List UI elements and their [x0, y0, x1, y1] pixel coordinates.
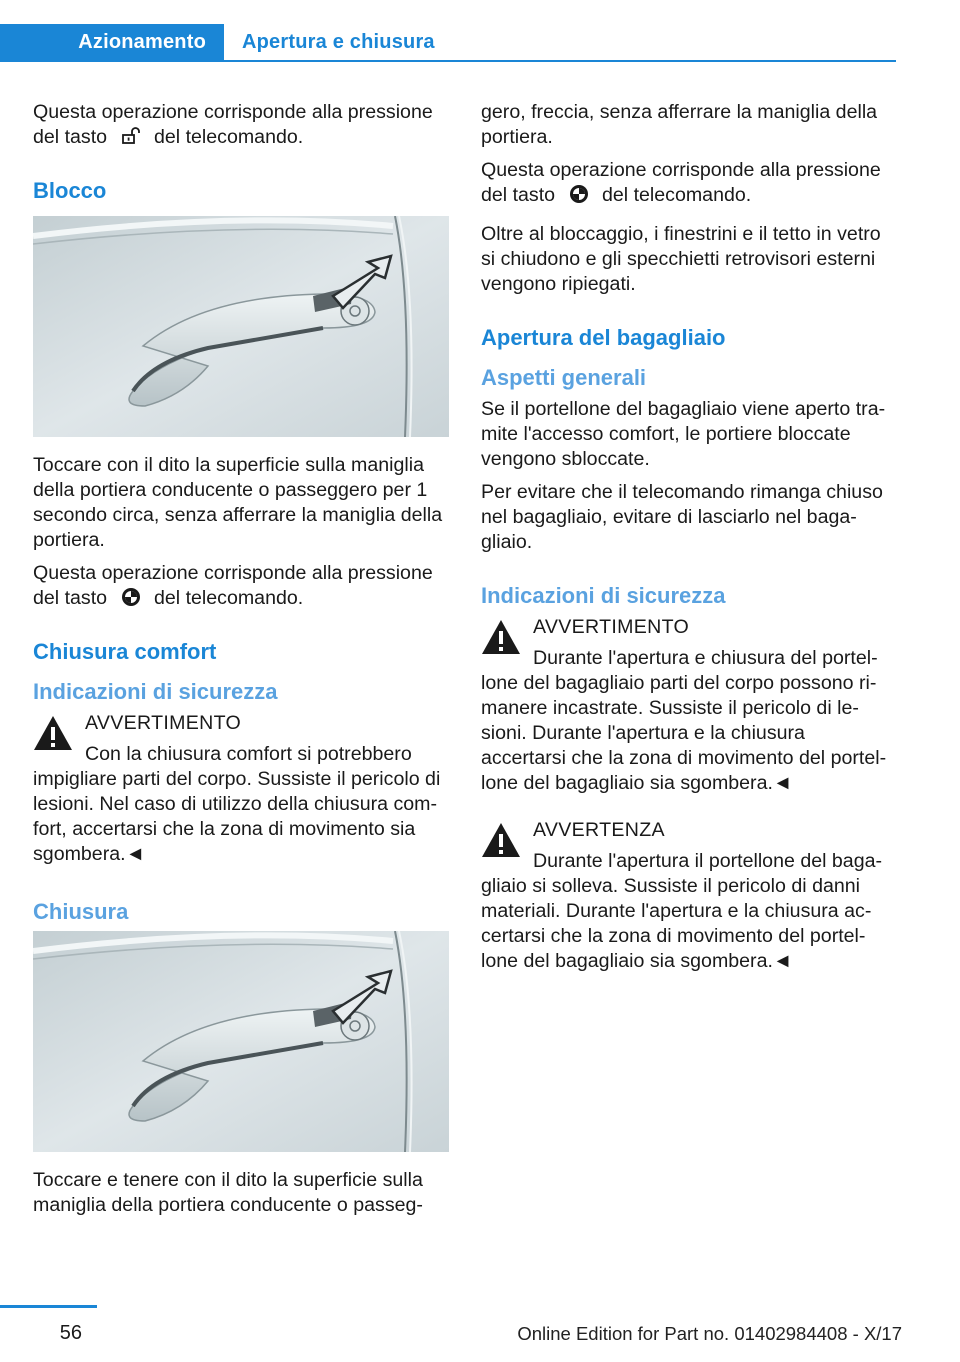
door-handle-photo-lock — [33, 216, 449, 437]
edition-note: Online Edition for Part no. 01402984408 - X/17 — [517, 1323, 902, 1344]
right-column — [481, 100, 893, 986]
paragraph-trunk-comfort: Se il portellone del bagagliaio viene aperto tramite l'accesso comfort, le portiere bloccate vengono sbloccate. — [481, 398, 886, 470]
header-rule — [0, 60, 896, 62]
paragraph-bmw-key-close — [481, 158, 893, 208]
paragraph-close-instructions: Toccare e tenere con il dito la superficie sulla maniglia della portiera conducente o passeg- — [33, 1169, 423, 1216]
paragraph-bmw-key — [33, 561, 449, 611]
heading-aspetti-generali: Aspetti generali — [481, 365, 647, 390]
warning-title: AVVERTENZA — [533, 819, 665, 841]
paragraph-lock-instructions: Toccare con il dito la superficie sulla maniglia della portiera conducente o passeggero per 1 secondo circa, senza afferrare la maniglia della portiera. — [33, 454, 443, 551]
warning-block-1 — [481, 615, 893, 796]
left-column — [33, 100, 449, 1226]
heading-chiusura-comfort: Chiusura comfort — [33, 639, 217, 664]
heading-chiusura: Chiusura — [33, 899, 129, 924]
warning-title: AVVERTIMENTO — [533, 616, 690, 638]
paragraph-trunk-key: Per evitare che il telecomando rimanga chiuso nel bagagliaio, evitare di lasciarlo nel bagagliaio. — [481, 481, 883, 553]
heading-apertura-bagagliaio: Apertura del bagagliaio — [481, 325, 726, 350]
paragraph-close-continued: gero, freccia, senza afferrare la maniglia della portiera. — [481, 101, 878, 148]
heading-indicazioni-sicurezza-2: Indicazioni di sicurezza — [481, 583, 726, 608]
page-number: 56 — [59, 1322, 82, 1344]
bmw-logo-icon — [121, 587, 141, 607]
warning-title: AVVERTIMENTO — [85, 712, 242, 734]
warning-triangle-icon — [481, 619, 521, 655]
heading-blocco: Blocco — [33, 178, 107, 203]
text-fragment: Questa operazione corrisponde alla pressione del tasto — [481, 159, 881, 206]
text-fragment: del telecomando. — [153, 587, 304, 609]
warning-block — [33, 711, 449, 867]
warning-body: Durante l'apertura e chiusura del portellone del bagagliaio parti del corpo possono rimanere incastrate. Sussiste il pericolo di lesioni. Durante l'apertura e la chiusura accertarsi che la zona di movimento del portellone del bagagliaio sia sgombera.◄ — [481, 647, 887, 794]
text-fragment: Questa operazione corrisponde alla pressione del tasto — [33, 101, 433, 148]
paragraph-unlock-key — [33, 100, 449, 150]
warning-triangle-icon — [481, 822, 521, 858]
warning-triangle-icon — [33, 715, 73, 751]
text-fragment: Questa operazione corrisponde alla pressione del tasto — [33, 562, 433, 609]
warning-body: Durante l'apertura il portellone del bagagliaio si solleva. Sussiste il pericolo di danni materiali. Durante l'apertura e la chiusura accertarsi che la zona di movimento del portellone del bagagliaio sia sgombera.◄ — [481, 850, 883, 972]
warning-body: Con la chiusura comfort si potrebbero impigliare parti del corpo. Sussiste il pericolo di lesioni. Nel caso di utilizzo della chiusura comfort, accertarsi che la zona di movimento sia sgombera.◄ — [33, 743, 441, 865]
tab-azionamento[interactable]: Azionamento — [0, 24, 224, 60]
heading-indicazioni-sicurezza: Indicazioni di sicurezza — [33, 679, 278, 704]
unlock-icon — [121, 126, 141, 146]
paragraph-windows-close: Oltre al bloccaggio, i finestrini e il tetto in vetro si chiudono e gli specchietti retrovisori esterni vengono ripiegati. — [481, 223, 881, 295]
text-fragment: del telecomando. — [601, 184, 752, 206]
bmw-logo-icon — [569, 184, 589, 204]
door-handle-photo-close — [33, 931, 449, 1152]
warning-block-2 — [481, 818, 893, 974]
text-fragment: del telecomando. — [153, 126, 304, 148]
footer-rule — [0, 1305, 97, 1308]
tab-apertura-chiusura[interactable]: Apertura e chiusura — [242, 30, 435, 53]
page-header — [0, 24, 896, 62]
